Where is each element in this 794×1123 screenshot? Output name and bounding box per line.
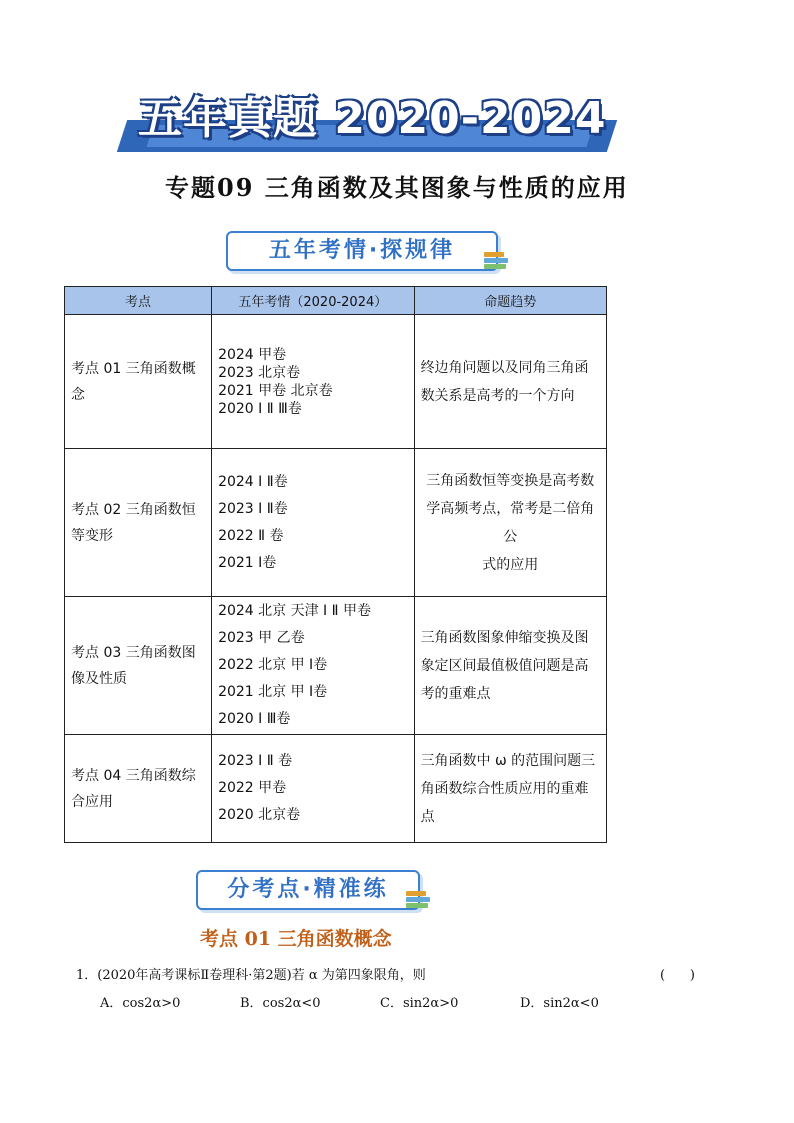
table-row [65,449,607,597]
header-trend: 命题趋势 [414,287,606,315]
section-banner-practice [196,870,420,910]
option-c: C．sin2α>0 [380,996,459,1011]
option-b: B．cos2α<0 [240,996,321,1011]
point-title: 考点 01 三角函数概念 [200,928,392,950]
cell-years: 2024 北京 天津 Ⅰ Ⅱ 甲卷 2023 甲 乙卷 2022 北京 甲 Ⅰ卷 2021 北京 甲 Ⅰ卷 2020 Ⅰ Ⅲ卷 [212,597,414,735]
cell-years: 2023 Ⅰ Ⅱ 卷 2022 甲卷 2020 北京卷 [212,735,414,843]
cell-years: 2024 Ⅰ Ⅱ卷 2023 Ⅰ Ⅱ卷 2022 Ⅱ 卷 2021 Ⅰ卷 [212,449,414,597]
cell-trend: 终边角问题以及同角三角函 数关系是高考的一个方向 [414,315,606,449]
exam-trends-table [64,286,607,843]
option-d: D．sin2α<0 [520,996,599,1011]
section-banner-label: 分考点·精准练 [227,877,389,902]
cell-topic: 考点 04 三角函数综 合应用 [65,735,212,843]
option-a: A．cos2α>0 [100,996,181,1011]
cell-trend: 三角函数恒等变换是高考数 学高频考点，常考是二倍角公 式的应用 [414,449,606,597]
answer-blank: ( ) [660,968,695,983]
cell-topic: 考点 01 三角函数概 念 [65,315,212,449]
banner-title: 五年真题 2020-2024 [138,93,607,144]
cell-topic: 考点 02 三角函数恒 等变形 [65,449,212,597]
books-icon [484,252,510,274]
question-stem: 1．(2020年高考课标Ⅱ卷理科·第2题)若 α 为第四象限角，则 [76,968,426,983]
table-row [65,597,607,735]
section-banner-trends [226,231,498,271]
cell-trend: 三角函数图象伸缩变换及图 象定区间最值极值问题是高 考的重难点 [414,597,606,735]
books-icon [406,891,432,913]
topic-subtitle: 专题09 三角函数及其图象与性质的应用 [165,173,629,202]
cell-years: 2024 甲卷 2023 北京卷 2021 甲卷 北京卷 2020 Ⅰ Ⅱ Ⅲ卷 [212,315,414,449]
section-banner-label: 五年考情·探规律 [268,238,456,263]
table-header-row [65,287,607,315]
cell-trend: 三角函数中 ω 的范围问题三 角函数综合性质应用的重难 点 [414,735,606,843]
cell-topic: 考点 03 三角函数图 像及性质 [65,597,212,735]
table-row [65,735,607,843]
header-years: 五年考情（2020-2024） [212,287,414,315]
header-topic: 考点 [65,287,212,315]
table-row [65,315,607,449]
